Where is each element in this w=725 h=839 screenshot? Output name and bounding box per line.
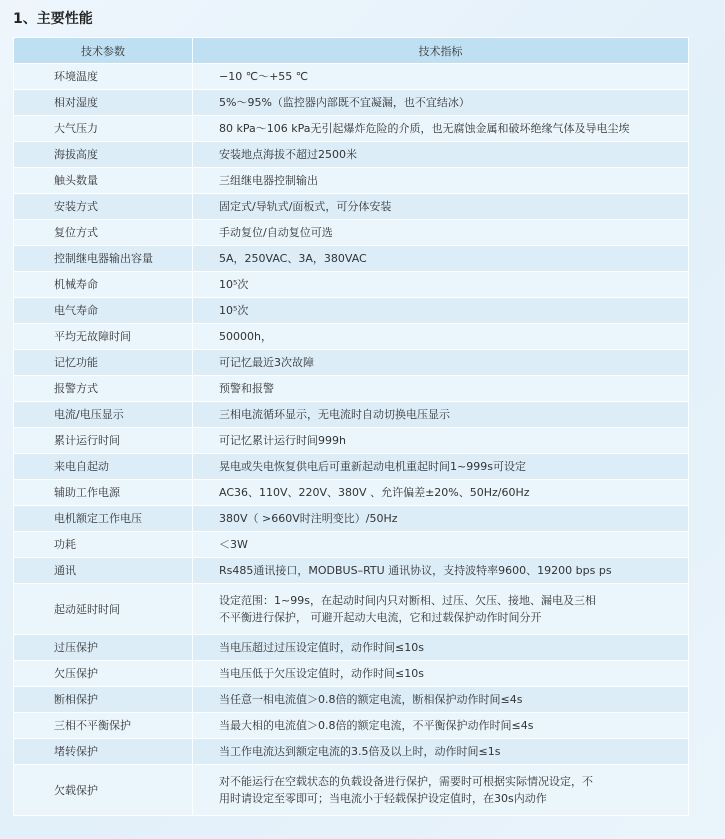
param-cell: 来电自起动	[14, 454, 193, 480]
table-row	[14, 142, 689, 168]
table-row	[14, 324, 689, 350]
param-cell: 安装方式	[14, 194, 193, 220]
value-line: 设定范围：1~99s，在起动时间内只对断相、过压、欠压、接地、漏电及三相	[219, 594, 596, 607]
value-cell: 预警和报警	[193, 376, 689, 402]
table-row	[14, 246, 689, 272]
table-row	[14, 532, 689, 558]
value-cell: 三相电流循环显示，无电流时自动切换电压显示	[193, 402, 689, 428]
value-cell: 5%～95%（监控器内部既不宜凝漏，也不宜结冰）	[193, 90, 689, 116]
table-row	[14, 272, 689, 298]
table-row	[14, 350, 689, 376]
param-cell: 起动延时时间	[14, 584, 193, 635]
value-cell	[193, 765, 689, 816]
param-cell: 复位方式	[14, 220, 193, 246]
value-cell: 手动复位/自动复位可选	[193, 220, 689, 246]
table-row	[14, 402, 689, 428]
param-cell: 过压保护	[14, 635, 193, 661]
param-cell: 平均无故障时间	[14, 324, 193, 350]
param-cell: 三相不平衡保护	[14, 713, 193, 739]
param-cell: 断相保护	[14, 687, 193, 713]
value-line: 用时请设定至零即可；当电流小于轻载保护设定值时，在30s内动作	[219, 792, 547, 805]
value-cell: 晃电或失电恢复供电后可重新起动电机重起时间1~999s可设定	[193, 454, 689, 480]
table-row	[14, 480, 689, 506]
param-cell: 记忆功能	[14, 350, 193, 376]
value-cell: 固定式/导轨式/面板式，可分体安装	[193, 194, 689, 220]
table-row	[14, 454, 689, 480]
param-cell: 报警方式	[14, 376, 193, 402]
table-row	[14, 428, 689, 454]
table-header-row	[14, 38, 689, 64]
table-row	[14, 765, 689, 816]
table-row	[14, 687, 689, 713]
value-cell: 可记忆累计运行时间999h	[193, 428, 689, 454]
table-row	[14, 635, 689, 661]
value-cell: 当任意一相电流值＞0.8倍的额定电流，断相保护动作时间≤4s	[193, 687, 689, 713]
param-cell: 累计运行时间	[14, 428, 193, 454]
table-row	[14, 64, 689, 90]
value-line: 对不能运行在空载状态的负载设备进行保护，需要时可根据实际情况设定，不	[219, 775, 593, 788]
param-cell: 电机额定工作电压	[14, 506, 193, 532]
param-cell: 相对湿度	[14, 90, 193, 116]
table-row	[14, 661, 689, 687]
value-cell: 380V（ >660V时注明变比）/50Hz	[193, 506, 689, 532]
value-cell: 5A，250VAC、3A，380VAC	[193, 246, 689, 272]
value-cell: 当工作电流达到额定电流的3.5倍及以上时，动作时间≤1s	[193, 739, 689, 765]
param-cell: 环境温度	[14, 64, 193, 90]
param-cell: 通讯	[14, 558, 193, 584]
table-row	[14, 506, 689, 532]
table-row	[14, 713, 689, 739]
param-cell: 机械寿命	[14, 272, 193, 298]
value-cell: 50000h，	[193, 324, 689, 350]
value-cell: ＜3W	[193, 532, 689, 558]
value-cell: 安装地点海拔不超过2500米	[193, 142, 689, 168]
value-cell: 当电压超过过压设定值时，动作时间≤10s	[193, 635, 689, 661]
table-row	[14, 298, 689, 324]
param-cell: 海拔高度	[14, 142, 193, 168]
value-cell: Rs485通讯接口，MODBUS–RTU 通讯协议，支持波特率9600、19200 bps ps	[193, 558, 689, 584]
table-row	[14, 584, 689, 635]
value-cell: 三组继电器控制输出	[193, 168, 689, 194]
table-row	[14, 739, 689, 765]
param-cell: 控制继电器输出容量	[14, 246, 193, 272]
param-cell: 电流/电压显示	[14, 402, 193, 428]
table-row	[14, 558, 689, 584]
param-cell: 大气压力	[14, 116, 193, 142]
param-cell: 触头数量	[14, 168, 193, 194]
value-cell: −10 ℃～+55 ℃	[193, 64, 689, 90]
param-cell: 堵转保护	[14, 739, 193, 765]
value-cell: 可记忆最近3次故障	[193, 350, 689, 376]
section-title: 1、主要性能	[13, 11, 93, 27]
table-row	[14, 220, 689, 246]
table-row	[14, 194, 689, 220]
table-row	[14, 90, 689, 116]
performance-table	[13, 37, 689, 816]
param-cell: 功耗	[14, 532, 193, 558]
param-cell: 欠载保护	[14, 765, 193, 816]
value-line: 不平衡进行保护， 可避开起动大电流，它和过载保护动作时间分开	[219, 611, 542, 624]
value-cell	[193, 584, 689, 635]
header-parameter: 技术参数	[14, 38, 193, 64]
table-row	[14, 116, 689, 142]
header-indicator: 技术指标	[193, 38, 689, 64]
table-row	[14, 168, 689, 194]
value-cell: 10⁵次	[193, 272, 689, 298]
value-cell: 80 kPa～106 kPa无引起爆炸危险的介质，也无腐蚀金属和破坏绝缘气体及导电尘埃	[193, 116, 689, 142]
param-cell: 电气寿命	[14, 298, 193, 324]
param-cell: 欠压保护	[14, 661, 193, 687]
value-cell: 当电压低于欠压设定值时，动作时间≤10s	[193, 661, 689, 687]
param-cell: 辅助工作电源	[14, 480, 193, 506]
value-cell: 10⁵次	[193, 298, 689, 324]
value-cell: 当最大相的电流值＞0.8倍的额定电流，不平衡保护动作时间≤4s	[193, 713, 689, 739]
table-row	[14, 376, 689, 402]
value-cell: AC36、110V、220V、380V 、允许偏差±20%、50Hz/60Hz	[193, 480, 689, 506]
